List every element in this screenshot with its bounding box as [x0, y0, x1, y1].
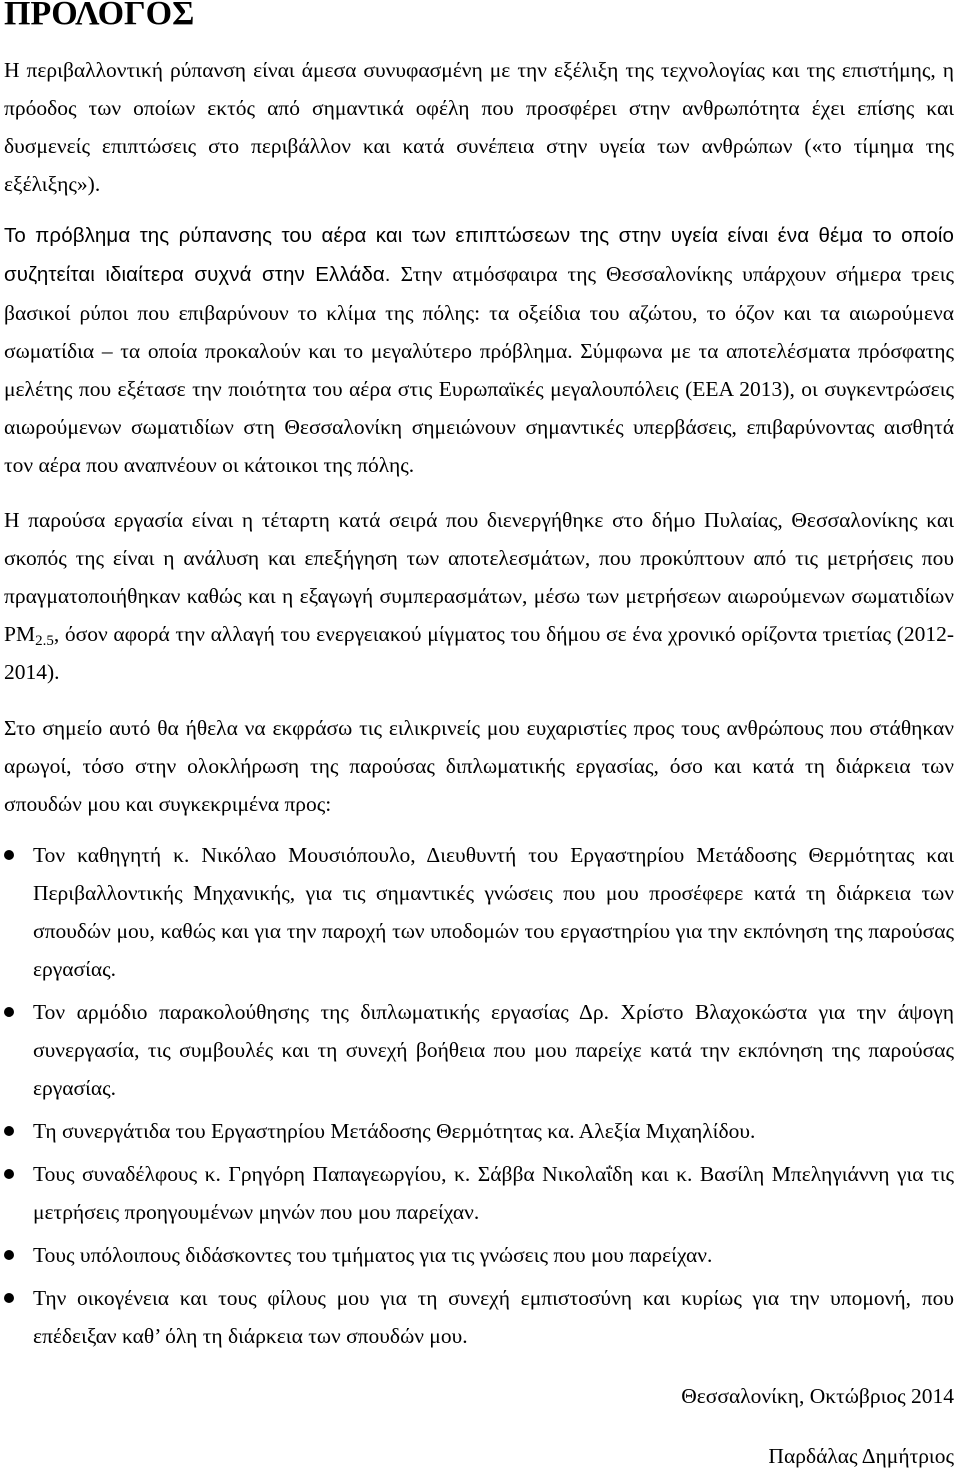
- list-item: [4, 1112, 954, 1150]
- list-item-text: Την οικογένεια και τους φίλους μου για τη συνεχή εμπιστοσύνη και κυρίως για την υπομονή, που επέδειξαν καθ’ όλη τη διάρκεια των σπουδών μου.: [33, 1286, 954, 1348]
- pollution-paragraph: [4, 216, 954, 484]
- list-item-text: Τη συνεργάτιδα του Εργαστηρίου Μετάδοσης Θερμότητας κα. Αλεξία Μιχαηλίδου.: [33, 1119, 756, 1143]
- bullet-icon: [4, 1293, 14, 1303]
- thanks-intro-paragraph: Στο σημείο αυτό θα ήθελα να εκφράσω τις ειλικρινείς μου ευχαριστίες προς τους ανθρώπους που στάθηκαν αρωγοί, τόσο στην ολοκλήρωση της παρούσας διπλωματικής εργασίας, όσο και κατά τη διάρκεια των σπουδών μου και συγκεκριμένα προς:: [4, 716, 954, 816]
- pm-subscript: 2.5: [35, 633, 54, 649]
- bullet-icon: [4, 1126, 14, 1136]
- list-item-text: Τον αρμόδιο παρακολούθησης της διπλωματικής εργασίας Δρ. Χρίστο Βλαχοκώστα για την άψογη συνεργασία, τις συμβουλές και τη συνεχή βοήθεια που μου παρείχε κατά την εκπόνηση της παρούσας εργασίας.: [33, 1000, 954, 1100]
- bullet-icon: [4, 1007, 14, 1017]
- purpose-paragraph-text: Η παρούσα εργασία είναι η τέταρτη κατά σειρά που διενεργήθηκε στο δήμο Πυλαίας, Θεσσαλονίκης και σκοπός της είναι η ανάλυση και επεξήγηση των αποτελεσμάτων, που προκύπτουν από τις μετρήσεις που πραγματοποιήθηκαν καθώς και η εξαγωγή συμπερασμάτων, μέσω των μετρήσεων αιωρούμενων σωματιδίων PM: [4, 508, 954, 646]
- place-date: Θεσσαλονίκη, Οκτώβριος 2014: [681, 1384, 954, 1408]
- bullet-icon: [4, 1169, 14, 1179]
- acknowledgements-list: [4, 836, 954, 1355]
- purpose-paragraph: [4, 501, 954, 691]
- list-item: [4, 993, 954, 1107]
- purpose-paragraph-text-end: , όσον αφορά την αλλαγή του ενεργειακού μίγματος του δήμου σε ένα χρονικό ορίζοντα τριετίας (2012-2014).: [4, 622, 954, 684]
- pollution-paragraph-body: Στην ατμόσφαιρα της Θεσσαλονίκης υπάρχουν σήμερα τρεις βασικοί ρύποι που επιβαρύνουν το κλίμα της πόλης: τα οξείδια του αζώτου, το όζον και τα αιωρούμενα σωματίδια – τα οποία προκαλούν και το μεγαλύτερο πρόβλημα. Σύμφωνα με τα αποτελέσματα πρόσφατης μελέτης που εξέτασε την ποιότητα του αέρα στις Ευρωπαϊκές μεγαλουπόλεις (ΕΕΑ 2013), οι συγκεντρώσεις αιωρούμενων σωματιδίων στη Θεσσαλονίκη σημειώνουν σημαντικές υπερβάσεις, επιβαρύνοντας αισθητά τον αέρα που αναπνέουν οι κάτοικοι της πόλης.: [4, 262, 954, 477]
- bullet-icon: [4, 850, 14, 860]
- page-title: ΠΡΟΛΟΓΟΣ: [4, 0, 195, 32]
- list-item: [4, 836, 954, 988]
- list-item-text: Τους συναδέλφους κ. Γρηγόρη Παπαγεωργίου, κ. Σάββα Νικολαΐδη και κ. Βασίλη Μπεληγιάννη για τις μετρήσεις προηγουμένων μηνών που μου παρείχαν.: [33, 1162, 954, 1224]
- list-item: [4, 1279, 954, 1355]
- bullet-icon: [4, 1250, 14, 1260]
- list-item: [4, 1236, 954, 1274]
- author-name: Παρδάλας Δημήτριος: [768, 1444, 954, 1468]
- list-item: [4, 1155, 954, 1231]
- list-item-text: Τους υπόλοιπους διδάσκοντες του τμήματος για τις γνώσεις που μου παρείχαν.: [33, 1243, 713, 1267]
- list-item-text: Τον καθηγητή κ. Νικόλαο Μουσιόπουλο, Διευθυντή του Εργαστηρίου Μετάδοσης Θερμότητας και Περιβαλλοντικής Μηχανικής, για τις σημαντικές γνώσεις που μου προσέφερε κατά τη διάρκεια των σπουδών μου, καθώς και για την παροχή των υποδομών του εργαστηρίου για την εκπόνηση της παρούσας εργασίας.: [33, 843, 954, 981]
- pollution-paragraph-lead: Το πρόβλημα της ρύπανσης του αέρα και των επιπτώσεων της στην υγεία είναι ένα θέμα το οποίο συζητείται ιδιαίτερα συχνά στην Ελλάδα.: [4, 224, 954, 286]
- intro-paragraph: Η περιβαλλοντική ρύπανση είναι άμεσα συνυφασμένη με την εξέλιξη της τεχνολογίας και της επιστήμης, η πρόοδος των οποίων εκτός από σημαντικά οφέλη που προσφέρει στην ανθρωπότητα έχει επίσης και δυσμενείς επιπτώσεις στο περιβάλλον και κατά συνέπεια στην υγεία των ανθρώπων («το τίμημα της εξέλιξης»).: [4, 58, 954, 196]
